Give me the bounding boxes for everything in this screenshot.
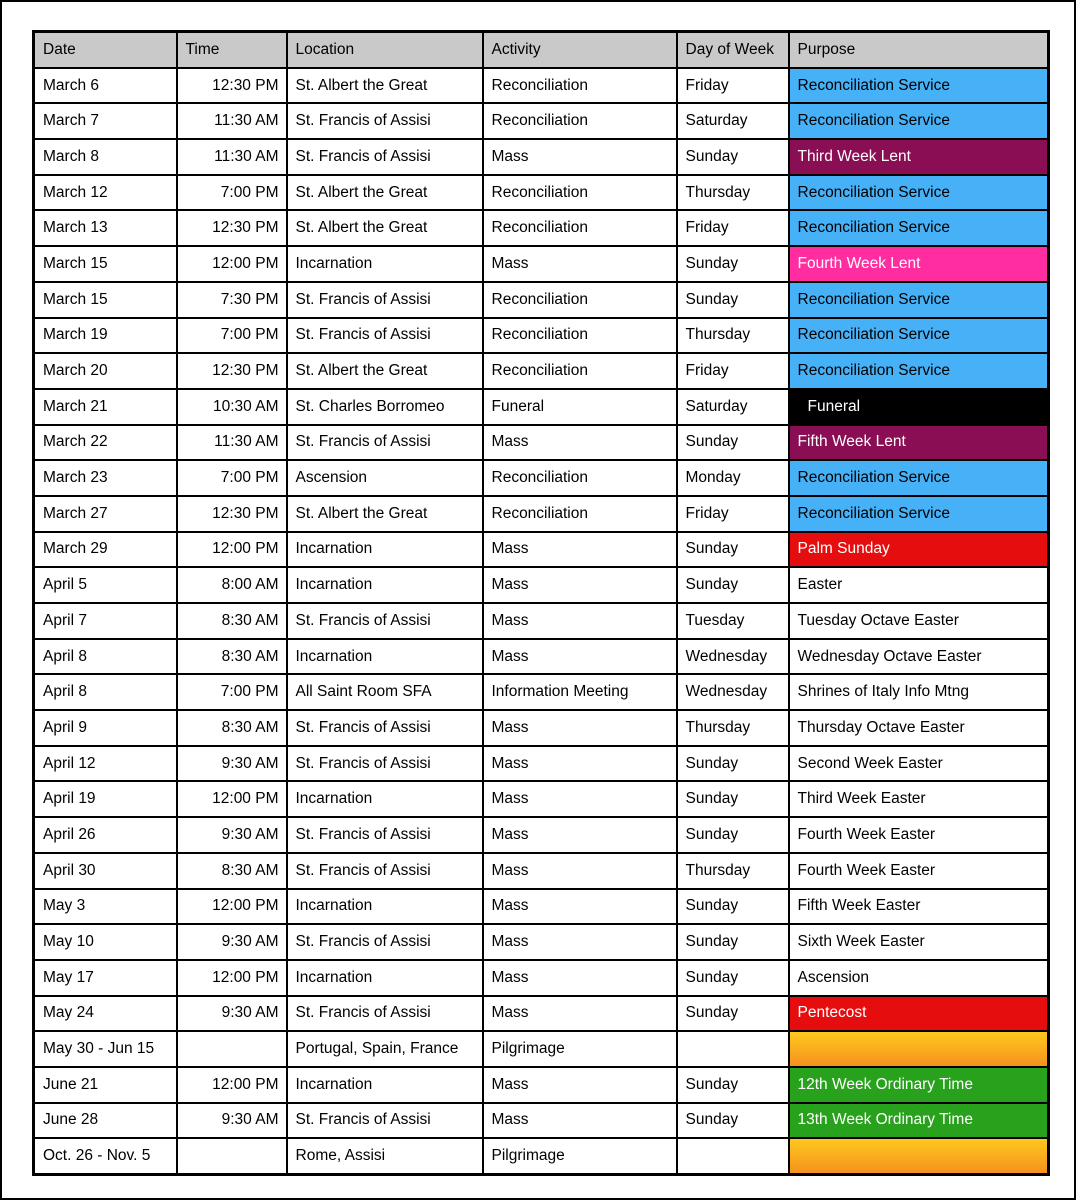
cell-purpose: Reconciliation Service (789, 68, 1049, 104)
cell-purpose: Third Week Lent (789, 139, 1049, 175)
cell-day: Sunday (677, 282, 789, 318)
cell-location: Incarnation (287, 567, 483, 603)
cell-purpose: Second Week Easter (789, 746, 1049, 782)
cell-time: 9:30 AM (177, 817, 287, 853)
table-row (34, 103, 1049, 139)
cell-purpose (789, 1031, 1049, 1067)
cell-time: 8:30 AM (177, 853, 287, 889)
cell-day: Sunday (677, 532, 789, 568)
cell-location: St. Albert the Great (287, 353, 483, 389)
table-row (34, 1103, 1049, 1139)
cell-activity: Reconciliation (483, 353, 677, 389)
cell-purpose: Tuesday Octave Easter (789, 603, 1049, 639)
cell-day: Sunday (677, 246, 789, 282)
cell-time: 8:00 AM (177, 567, 287, 603)
table-row (34, 1138, 1049, 1174)
cell-day (677, 1138, 789, 1174)
cell-day: Thursday (677, 710, 789, 746)
cell-activity: Mass (483, 746, 677, 782)
cell-activity: Mass (483, 532, 677, 568)
cell-day: Sunday (677, 889, 789, 925)
table-row (34, 1067, 1049, 1103)
cell-date: April 26 (34, 817, 177, 853)
cell-date: April 9 (34, 710, 177, 746)
table-body (34, 68, 1049, 1175)
cell-location: St. Albert the Great (287, 68, 483, 104)
cell-time (177, 1031, 287, 1067)
cell-activity: Mass (483, 246, 677, 282)
column-header-date: Date (34, 32, 177, 68)
cell-day: Thursday (677, 175, 789, 211)
column-header-purpose: Purpose (789, 32, 1049, 68)
cell-purpose: 13th Week Ordinary Time (789, 1103, 1049, 1139)
table-row (34, 567, 1049, 603)
cell-time: 12:00 PM (177, 889, 287, 925)
table-row (34, 1031, 1049, 1067)
table-row (34, 282, 1049, 318)
cell-activity: Reconciliation (483, 496, 677, 532)
cell-location: St. Francis of Assisi (287, 746, 483, 782)
cell-activity: Reconciliation (483, 210, 677, 246)
cell-day: Sunday (677, 425, 789, 461)
cell-day: Sunday (677, 567, 789, 603)
table-row (34, 710, 1049, 746)
cell-time: 12:30 PM (177, 68, 287, 104)
cell-day: Sunday (677, 924, 789, 960)
cell-activity: Funeral (483, 389, 677, 425)
cell-activity: Information Meeting (483, 674, 677, 710)
cell-date: May 24 (34, 996, 177, 1032)
cell-location: Incarnation (287, 1067, 483, 1103)
cell-location: St. Charles Borromeo (287, 389, 483, 425)
cell-time: 7:30 PM (177, 282, 287, 318)
cell-time: 12:30 PM (177, 210, 287, 246)
cell-activity: Mass (483, 603, 677, 639)
cell-location: St. Francis of Assisi (287, 425, 483, 461)
table-row (34, 960, 1049, 996)
cell-activity: Mass (483, 889, 677, 925)
cell-date: May 3 (34, 889, 177, 925)
cell-date: March 22 (34, 425, 177, 461)
cell-activity: Reconciliation (483, 103, 677, 139)
cell-time (177, 1138, 287, 1174)
table-header (34, 32, 1049, 68)
cell-day: Friday (677, 210, 789, 246)
cell-time: 9:30 AM (177, 924, 287, 960)
cell-date: April 30 (34, 853, 177, 889)
cell-location: All Saint Room SFA (287, 674, 483, 710)
cell-date: March 23 (34, 460, 177, 496)
cell-day: Thursday (677, 318, 789, 354)
cell-activity: Mass (483, 853, 677, 889)
cell-activity: Mass (483, 139, 677, 175)
cell-time: 12:00 PM (177, 781, 287, 817)
cell-date: March 12 (34, 175, 177, 211)
cell-purpose: Reconciliation Service (789, 210, 1049, 246)
cell-date: May 30 - Jun 15 (34, 1031, 177, 1067)
cell-purpose: Reconciliation Service (789, 103, 1049, 139)
column-header-activity: Activity (483, 32, 677, 68)
cell-day: Thursday (677, 853, 789, 889)
cell-date: March 7 (34, 103, 177, 139)
table-row (34, 639, 1049, 675)
cell-time: 11:30 AM (177, 425, 287, 461)
cell-purpose: Wednesday Octave Easter (789, 639, 1049, 675)
cell-purpose (789, 1138, 1049, 1174)
cell-location: St. Francis of Assisi (287, 282, 483, 318)
cell-time: 9:30 AM (177, 746, 287, 782)
cell-location: St. Francis of Assisi (287, 996, 483, 1032)
cell-day: Sunday (677, 960, 789, 996)
cell-purpose: Fourth Week Easter (789, 817, 1049, 853)
header-row (34, 32, 1049, 68)
cell-activity: Pilgrimage (483, 1138, 677, 1174)
cell-purpose: 12th Week Ordinary Time (789, 1067, 1049, 1103)
cell-date: March 13 (34, 210, 177, 246)
cell-location: Incarnation (287, 781, 483, 817)
table-row (34, 674, 1049, 710)
cell-day: Monday (677, 460, 789, 496)
cell-day (677, 1031, 789, 1067)
cell-time: 12:30 PM (177, 496, 287, 532)
cell-date: March 21 (34, 389, 177, 425)
cell-date: March 20 (34, 353, 177, 389)
cell-purpose: Reconciliation Service (789, 175, 1049, 211)
cell-time: 8:30 AM (177, 639, 287, 675)
cell-location: St. Francis of Assisi (287, 817, 483, 853)
cell-activity: Mass (483, 1103, 677, 1139)
cell-day: Friday (677, 496, 789, 532)
cell-location: St. Francis of Assisi (287, 853, 483, 889)
cell-location: St. Albert the Great (287, 210, 483, 246)
cell-time: 12:00 PM (177, 960, 287, 996)
cell-purpose: Pentecost (789, 996, 1049, 1032)
cell-purpose: Sixth Week Easter (789, 924, 1049, 960)
cell-activity: Pilgrimage (483, 1031, 677, 1067)
cell-date: March 6 (34, 68, 177, 104)
table-row (34, 318, 1049, 354)
table-row (34, 746, 1049, 782)
cell-time: 12:00 PM (177, 1067, 287, 1103)
cell-purpose: Ascension (789, 960, 1049, 996)
cell-activity: Mass (483, 425, 677, 461)
cell-date: May 10 (34, 924, 177, 960)
table-row (34, 889, 1049, 925)
cell-location: Incarnation (287, 889, 483, 925)
cell-location: St. Albert the Great (287, 175, 483, 211)
cell-location: St. Francis of Assisi (287, 318, 483, 354)
cell-date: April 19 (34, 781, 177, 817)
table-row (34, 353, 1049, 389)
cell-purpose: Reconciliation Service (789, 496, 1049, 532)
cell-location: Incarnation (287, 532, 483, 568)
table-row (34, 496, 1049, 532)
table-row (34, 853, 1049, 889)
cell-date: March 15 (34, 246, 177, 282)
column-header-day: Day of Week (677, 32, 789, 68)
cell-time: 7:00 PM (177, 460, 287, 496)
cell-day: Saturday (677, 103, 789, 139)
cell-location: Incarnation (287, 246, 483, 282)
table-row (34, 246, 1049, 282)
table-row (34, 460, 1049, 496)
cell-day: Sunday (677, 1103, 789, 1139)
cell-day: Sunday (677, 996, 789, 1032)
cell-time: 9:30 AM (177, 996, 287, 1032)
cell-activity: Mass (483, 567, 677, 603)
table-row (34, 532, 1049, 568)
cell-purpose: Thursday Octave Easter (789, 710, 1049, 746)
cell-date: April 5 (34, 567, 177, 603)
cell-day: Sunday (677, 139, 789, 175)
column-header-time: Time (177, 32, 287, 68)
cell-activity: Reconciliation (483, 175, 677, 211)
cell-purpose: Shrines of Italy Info Mtng (789, 674, 1049, 710)
cell-purpose: Third Week Easter (789, 781, 1049, 817)
cell-purpose: Fourth Week Easter (789, 853, 1049, 889)
cell-day: Wednesday (677, 674, 789, 710)
table-row (34, 68, 1049, 104)
table-row (34, 389, 1049, 425)
cell-location: St. Francis of Assisi (287, 139, 483, 175)
cell-purpose: Funeral (789, 389, 1049, 425)
schedule-table (32, 30, 1050, 1176)
cell-day: Friday (677, 353, 789, 389)
cell-date: March 27 (34, 496, 177, 532)
cell-time: 7:00 PM (177, 318, 287, 354)
cell-activity: Reconciliation (483, 318, 677, 354)
cell-time: 8:30 AM (177, 710, 287, 746)
cell-date: June 28 (34, 1103, 177, 1139)
cell-activity: Mass (483, 817, 677, 853)
cell-purpose: Reconciliation Service (789, 460, 1049, 496)
table-row (34, 210, 1049, 246)
cell-activity: Reconciliation (483, 68, 677, 104)
cell-day: Wednesday (677, 639, 789, 675)
cell-time: 11:30 AM (177, 139, 287, 175)
cell-time: 11:30 AM (177, 103, 287, 139)
cell-date: March 29 (34, 532, 177, 568)
cell-day: Sunday (677, 781, 789, 817)
cell-day: Sunday (677, 746, 789, 782)
table-row (34, 603, 1049, 639)
cell-location: St. Francis of Assisi (287, 1103, 483, 1139)
table-row (34, 817, 1049, 853)
cell-date: Oct. 26 - Nov. 5 (34, 1138, 177, 1174)
cell-purpose: Easter (789, 567, 1049, 603)
cell-time: 7:00 PM (177, 674, 287, 710)
cell-location: St. Francis of Assisi (287, 924, 483, 960)
cell-time: 12:30 PM (177, 353, 287, 389)
table-row (34, 425, 1049, 461)
cell-location: Ascension (287, 460, 483, 496)
cell-date: April 12 (34, 746, 177, 782)
cell-day: Friday (677, 68, 789, 104)
cell-activity: Mass (483, 996, 677, 1032)
cell-day: Sunday (677, 1067, 789, 1103)
table-row (34, 924, 1049, 960)
cell-activity: Reconciliation (483, 282, 677, 318)
cell-location: St. Francis of Assisi (287, 710, 483, 746)
cell-date: March 8 (34, 139, 177, 175)
cell-activity: Mass (483, 710, 677, 746)
cell-purpose: Fifth Week Lent (789, 425, 1049, 461)
cell-location: Incarnation (287, 639, 483, 675)
cell-purpose: Reconciliation Service (789, 318, 1049, 354)
cell-time: 10:30 AM (177, 389, 287, 425)
cell-activity: Mass (483, 924, 677, 960)
cell-location: St. Albert the Great (287, 496, 483, 532)
cell-day: Saturday (677, 389, 789, 425)
cell-time: 8:30 AM (177, 603, 287, 639)
cell-time: 12:00 PM (177, 532, 287, 568)
cell-purpose: Fifth Week Easter (789, 889, 1049, 925)
cell-location: Rome, Assisi (287, 1138, 483, 1174)
table-row (34, 996, 1049, 1032)
cell-location: St. Francis of Assisi (287, 603, 483, 639)
cell-day: Sunday (677, 817, 789, 853)
cell-date: May 17 (34, 960, 177, 996)
column-header-location: Location (287, 32, 483, 68)
table-row (34, 175, 1049, 211)
cell-activity: Mass (483, 639, 677, 675)
cell-purpose: Reconciliation Service (789, 282, 1049, 318)
cell-activity: Mass (483, 960, 677, 996)
cell-date: March 15 (34, 282, 177, 318)
cell-date: April 8 (34, 639, 177, 675)
table-row (34, 781, 1049, 817)
cell-purpose: Reconciliation Service (789, 353, 1049, 389)
cell-location: Portugal, Spain, France (287, 1031, 483, 1067)
cell-activity: Mass (483, 1067, 677, 1103)
cell-time: 7:00 PM (177, 175, 287, 211)
cell-activity: Reconciliation (483, 460, 677, 496)
cell-location: St. Francis of Assisi (287, 103, 483, 139)
cell-activity: Mass (483, 781, 677, 817)
cell-date: April 7 (34, 603, 177, 639)
cell-date: March 19 (34, 318, 177, 354)
cell-purpose: Fourth Week Lent (789, 246, 1049, 282)
cell-purpose: Palm Sunday (789, 532, 1049, 568)
cell-day: Tuesday (677, 603, 789, 639)
cell-date: June 21 (34, 1067, 177, 1103)
cell-time: 12:00 PM (177, 246, 287, 282)
cell-date: April 8 (34, 674, 177, 710)
cell-location: Incarnation (287, 960, 483, 996)
cell-time: 9:30 AM (177, 1103, 287, 1139)
table-row (34, 139, 1049, 175)
